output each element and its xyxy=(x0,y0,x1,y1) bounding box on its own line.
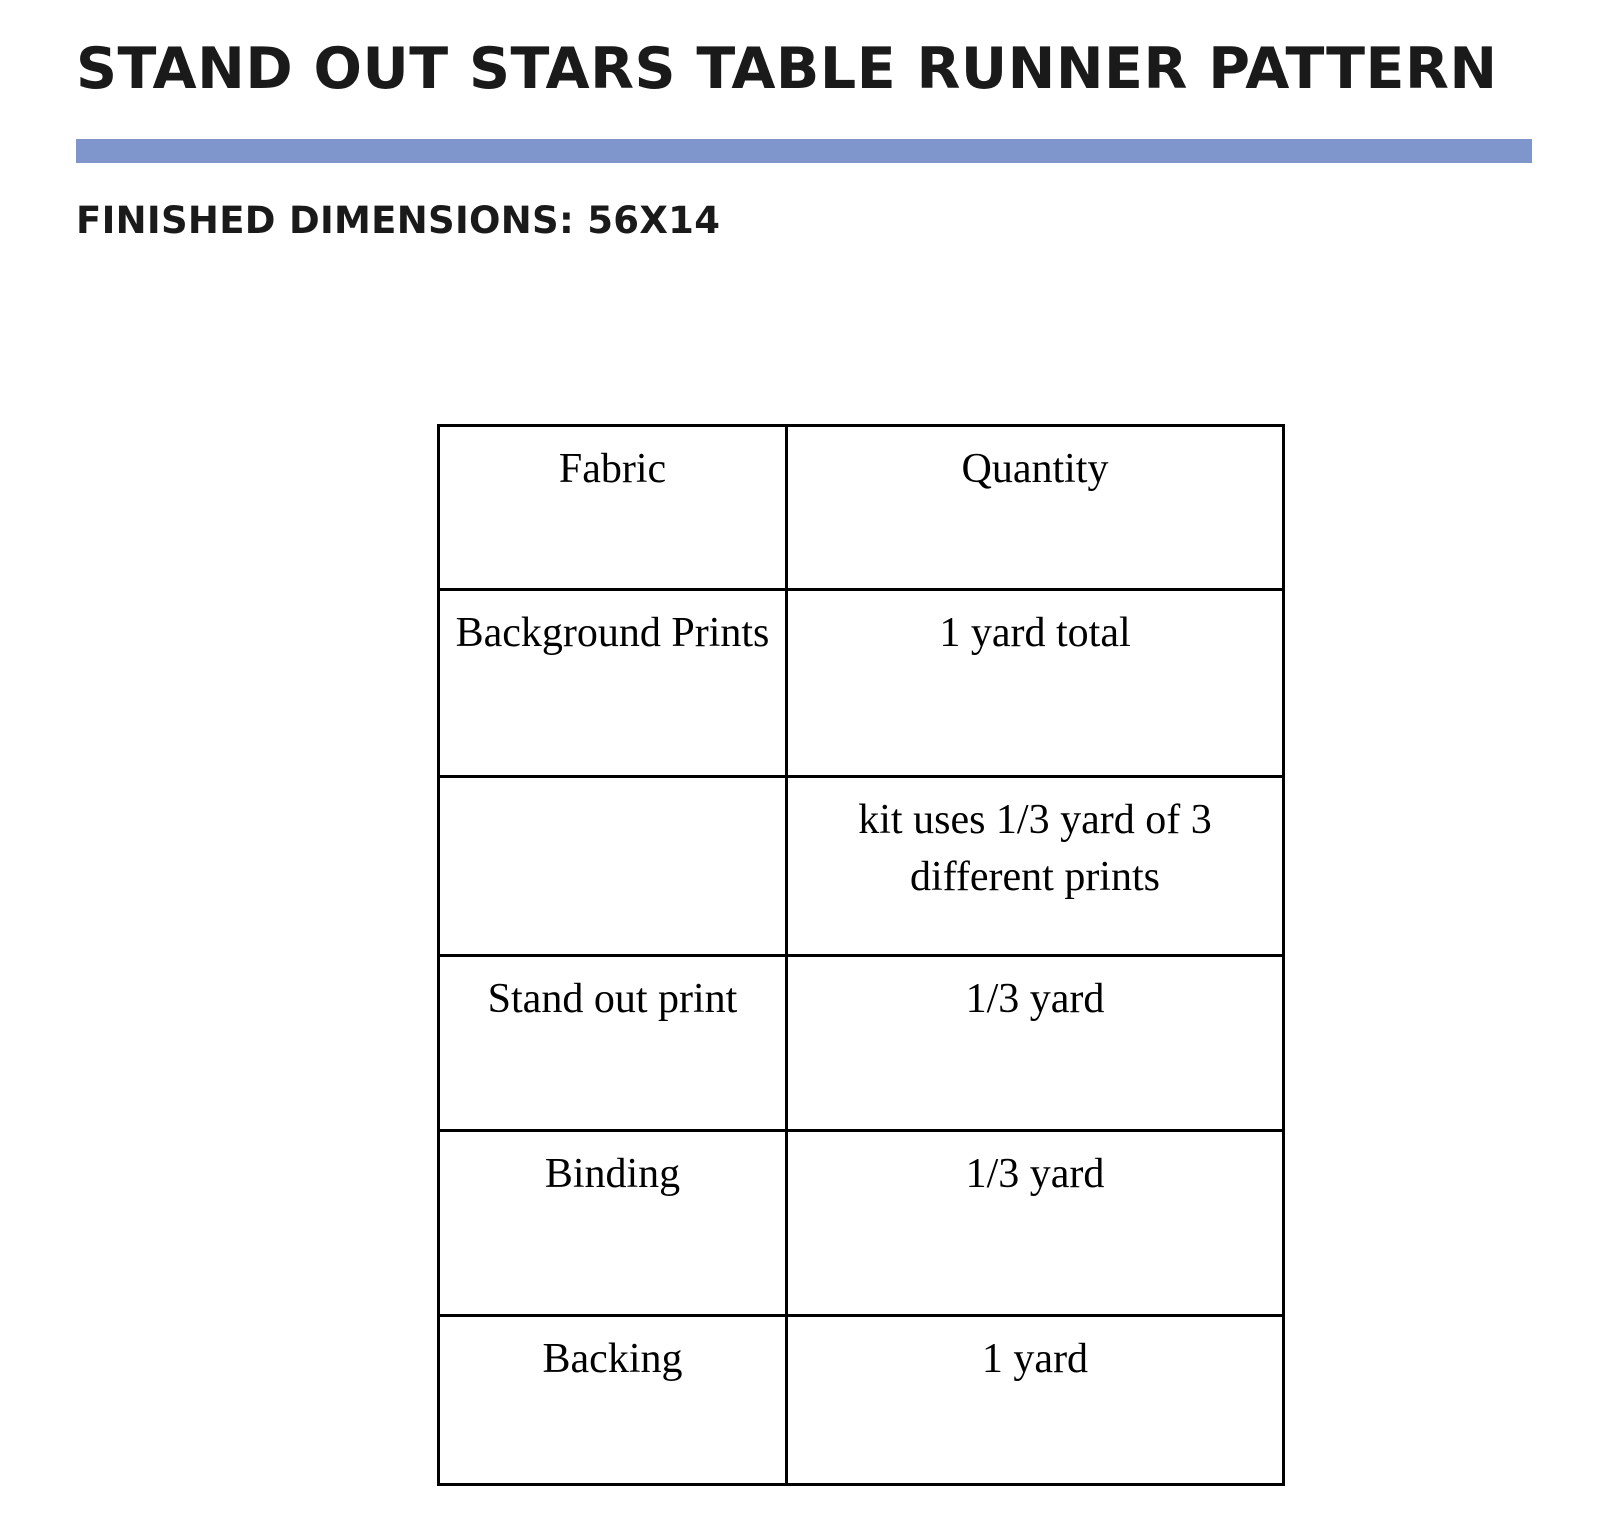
table-cell-quantity: kit uses 1/3 yard of 3 different prints xyxy=(787,777,1284,956)
table-cell-quantity: 1/3 yard xyxy=(787,1131,1284,1316)
fabric-requirements-table xyxy=(437,424,1285,1486)
table-cell-quantity: 1/3 yard xyxy=(787,956,1284,1131)
table-column-header-quantity: Quantity xyxy=(787,426,1284,590)
finished-dimensions-label: FINISHED DIMENSIONS: 56X14 xyxy=(76,199,721,242)
table-row xyxy=(439,590,1284,777)
table-column-header-fabric: Fabric xyxy=(439,426,787,590)
table-header-row xyxy=(439,426,1284,590)
table-cell-fabric xyxy=(439,777,787,956)
table-row xyxy=(439,956,1284,1131)
table-row xyxy=(439,777,1284,956)
table-row xyxy=(439,1131,1284,1316)
table-cell-quantity: 1 yard total xyxy=(787,590,1284,777)
table-cell-fabric: Backing xyxy=(439,1316,787,1485)
table-cell-fabric: Binding xyxy=(439,1131,787,1316)
title-divider xyxy=(76,139,1532,163)
table-cell-quantity: 1 yard xyxy=(787,1316,1284,1485)
table-cell-fabric: Background Prints xyxy=(439,590,787,777)
page-title: STAND OUT STARS TABLE RUNNER PATTERN xyxy=(76,36,1498,102)
table-cell-fabric: Stand out print xyxy=(439,956,787,1131)
table-row xyxy=(439,1316,1284,1485)
